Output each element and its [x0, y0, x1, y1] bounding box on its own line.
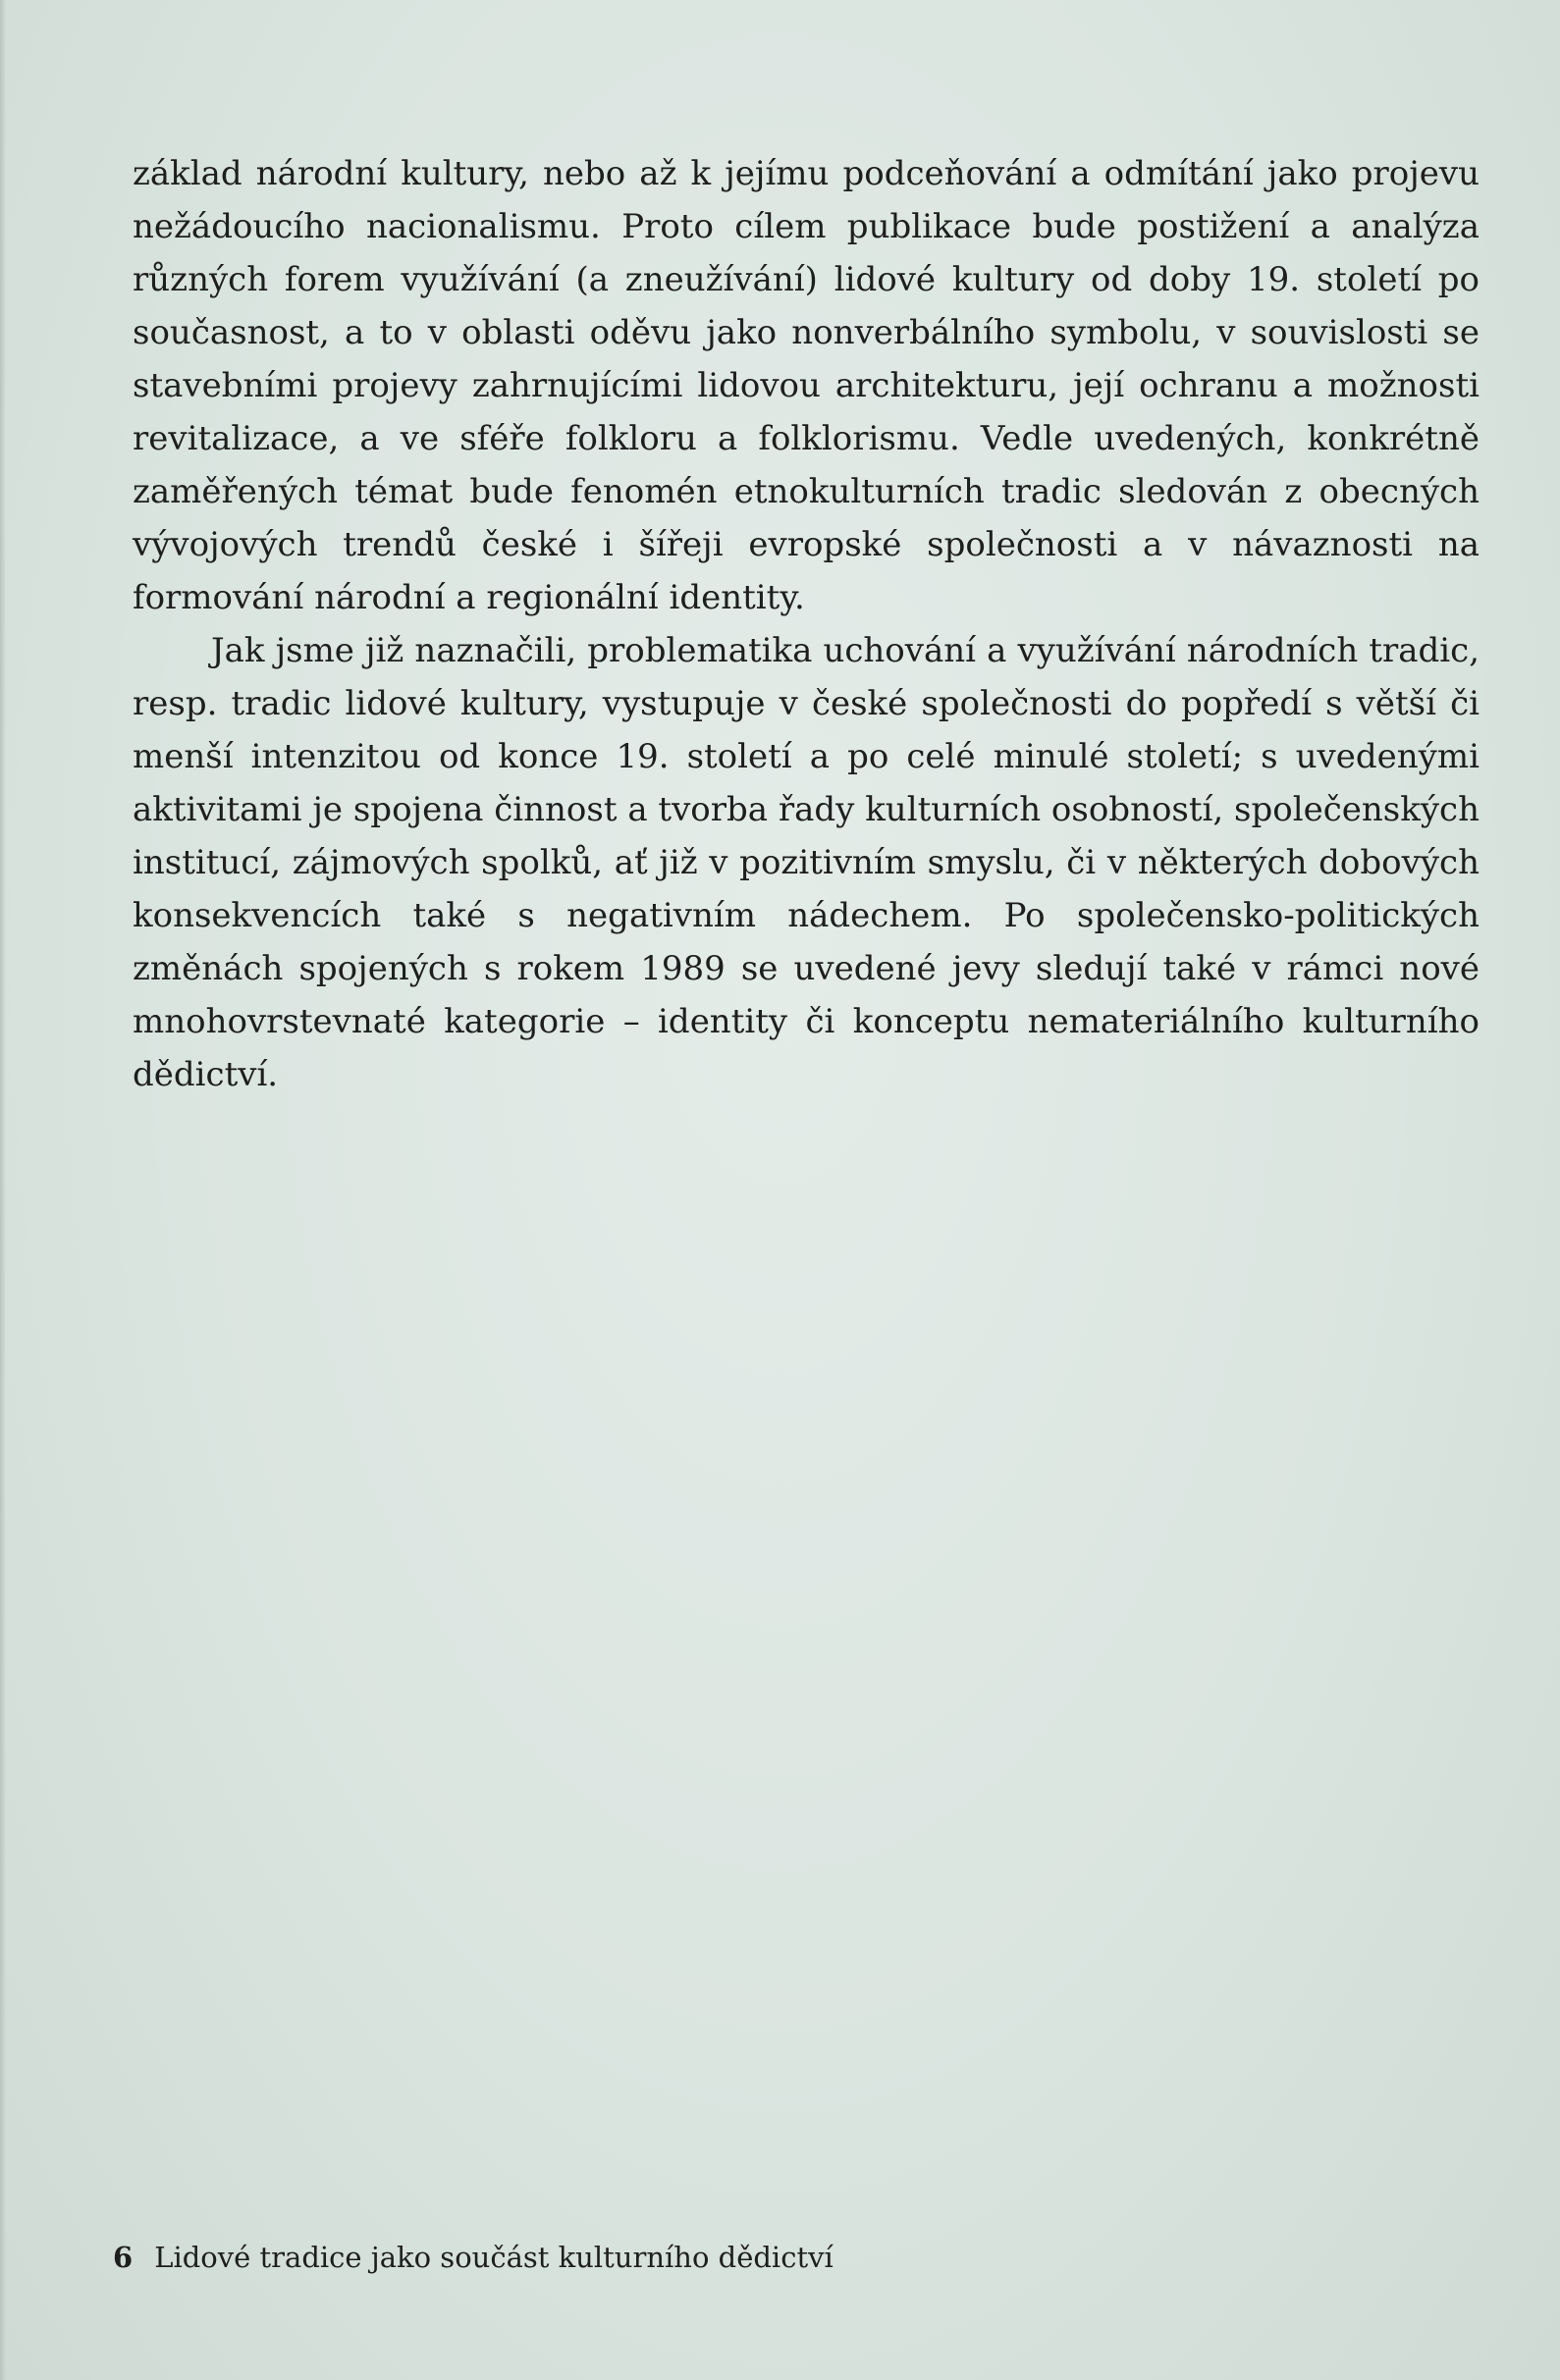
page-number: 6 — [113, 2241, 134, 2274]
page-edge-shadow — [0, 0, 6, 2380]
running-title: Lidové tradice jako součást kulturního dědictví — [154, 2241, 834, 2274]
paragraph-1: základ národní kultury, nebo až k jejímu podceňování a odmítání jako projevu nežádoucího nacionalismu. Proto cílem publikace bude postižení a analýza různých forem využívání (a zneužívání) lidové kultury od doby 19. století po současnost, a to v oblasti oděvu jako nonverbálního symbolu, v souvislosti se stavebními projevy zahrnujícími lidovou architekturu, její ochranu a možnosti revitalizace, a ve sféře folkloru a folklorismu. Vedle uvedených, konkrétně zaměřených témat bude fenomén etnokulturních tradic sledován z obecných vývojových trendů české i šířeji evropské společnosti a v návaznosti na formování národní a regionální identity. — [133, 154, 1479, 617]
body-text — [133, 147, 1479, 1101]
paragraph-2: Jak jsme již naznačili, problematika uchování a využívání národních tradic, resp. tradic lidové kultury, vystupuje v české společnosti do popředí s větší či menší intenzitou od konce 19. století a po celé minulé století; s uvedenými aktivitami je spojena činnost a tvorba řady kulturních osobností, společenských institucí, zájmových spolků, ať již v pozitivním smyslu, či v některých dobových konsekvencích také s negativním nádechem. Po společensko-politických změnách spojených s rokem 1989 se uvedené jevy sledují také v rámci nové mnohovrstevnaté kategorie – identity či konceptu nemateriálního kulturního dědictví. — [133, 631, 1479, 1094]
page-footer — [113, 2241, 834, 2274]
